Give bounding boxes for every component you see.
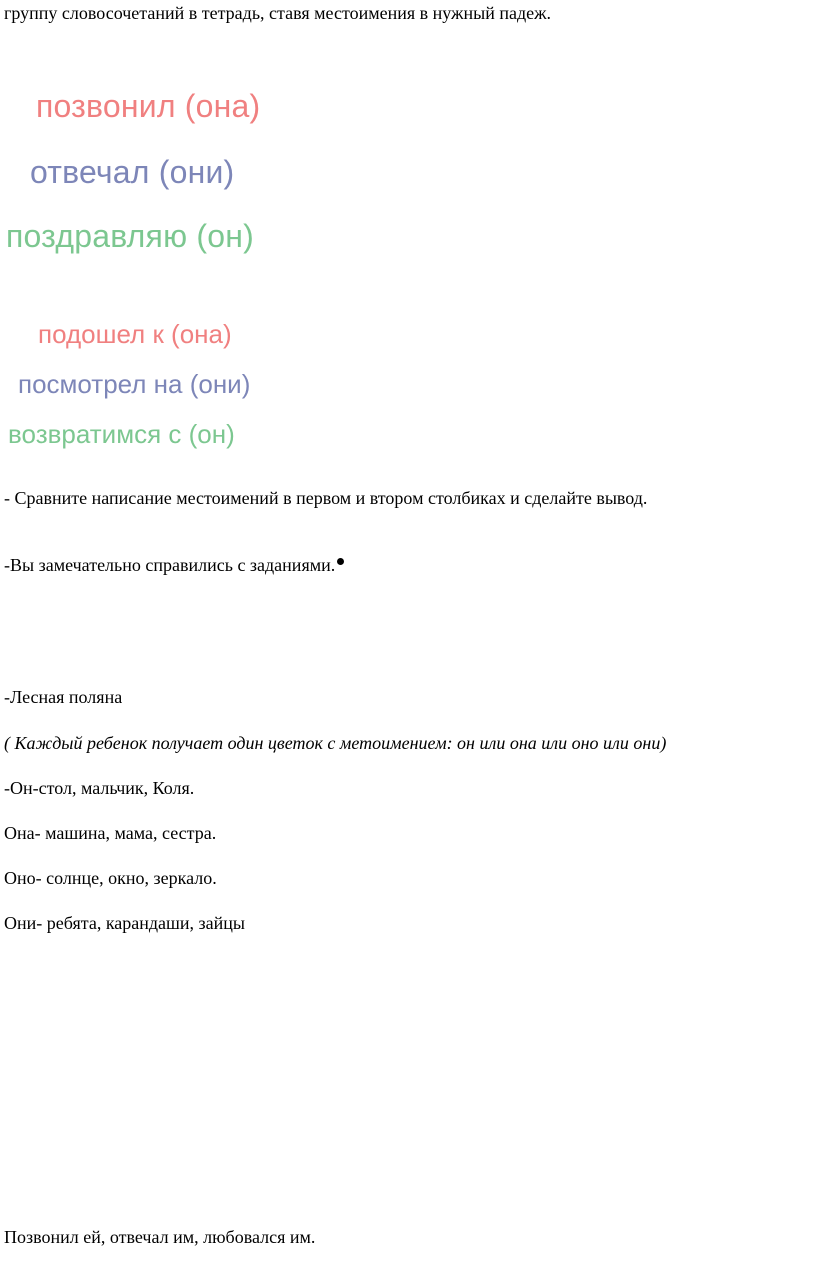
forest-title: -Лесная поляна [4, 687, 123, 707]
phrase-congratulate-he: поздравляю (он) [6, 218, 254, 254]
group-on: -Он-стол, мальчик, Коля. [4, 778, 195, 798]
phrase-called-she: позвонил (она) [36, 88, 261, 124]
answer-line: Позвонил ей, отвечал им, любовался им. [4, 1227, 316, 1247]
compare-instruction: - Сравните написание местоимений в первом и втором столбиках и сделайте вывод. [4, 488, 648, 508]
praise-text: -Вы замечательно справились с заданиями. [4, 555, 336, 575]
phrase-looked-they: посмотрел на (они) [18, 369, 251, 399]
group-ona: Она- машина, мама, сестра. [4, 823, 217, 843]
phrase-approached-she: подошел к (она) [38, 319, 232, 349]
praise-line [4, 554, 344, 576]
bullet-dot-icon [337, 558, 344, 565]
phrase-answered-they: отвечал (они) [30, 154, 235, 190]
group-oni: Они- ребята, карандаши, зайцы [4, 913, 245, 933]
group-ono: Оно- солнце, окно, зеркало. [4, 868, 217, 888]
intro-line: группу словосочетаний в тетрадь, ставя местоимения в нужный падеж. [4, 3, 552, 23]
instruction-line: ( Каждый ребенок получает один цветок с метоимением: он или она или оно или они) [4, 733, 667, 753]
phrase-return-he: возвратимся с (он) [8, 419, 235, 449]
